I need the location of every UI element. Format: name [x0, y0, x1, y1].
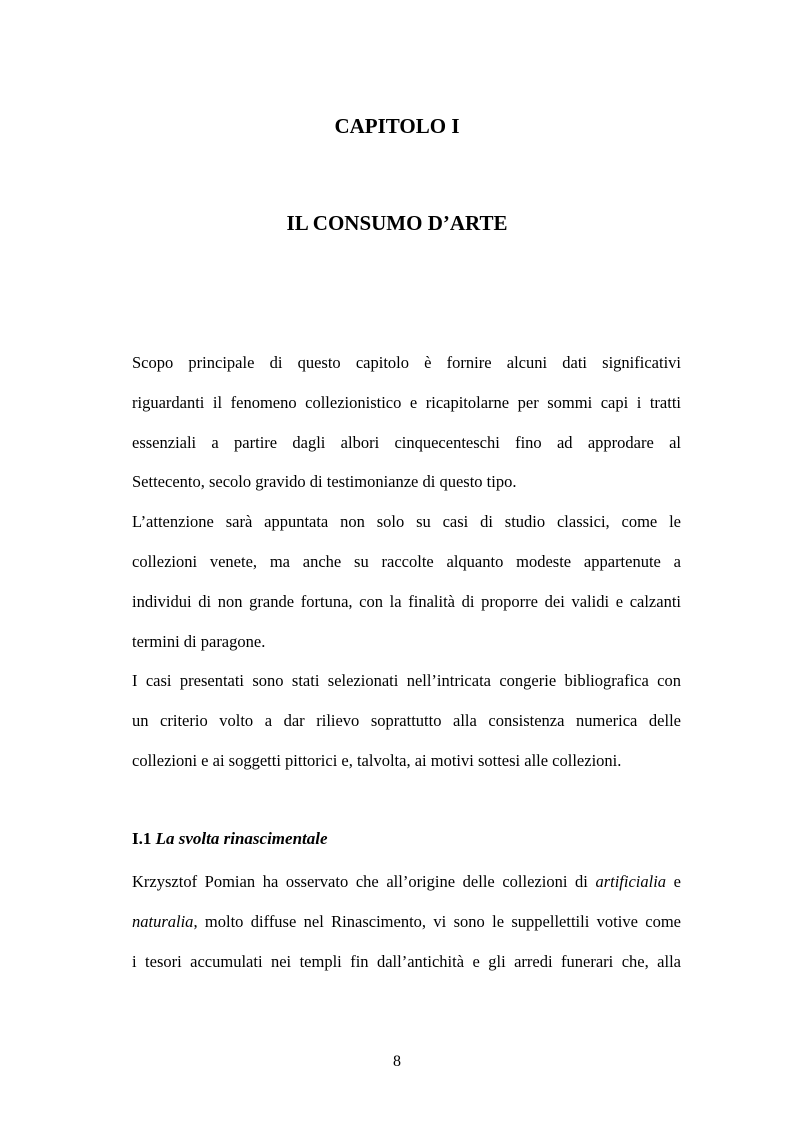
text-line: riguardanti il fenomeno collezionistico e ricapitolarne per sommi capi i tratti [132, 392, 681, 412]
italic-term: artificialia [595, 872, 667, 891]
intro-paragraphs [132, 343, 681, 781]
text-line: I casi presentati sono stati selezionati nell’intricata congerie bibliografica con [132, 671, 681, 691]
text-line: Scopo principale di questo capitolo è fornire alcuni dati significativi [132, 353, 681, 372]
text-line: essenziali a partire dagli albori cinquecenteschi fino ad approdare al [132, 432, 681, 452]
text-line: Settecento, secolo gravido di testimonianze di questo tipo. [132, 472, 517, 492]
chapter-title: IL CONSUMO D’ARTE [286, 211, 508, 235]
text-line: i tesori accumulati nei templi fin dall’antichità e gli arredi funerari che, alla [132, 952, 681, 971]
text-segment: e [666, 872, 681, 891]
section-heading [132, 825, 681, 853]
text-line [132, 902, 681, 942]
page-number: 8 [393, 1053, 401, 1070]
section-title: La svolta rinascimentale [155, 829, 328, 848]
italic-term: naturalia [132, 912, 194, 931]
section-number: I.1 [132, 829, 152, 848]
text-segment: Krzysztof Pomian ha osservato che all’origine delle collezioni di [132, 872, 596, 891]
section-paragraph [132, 862, 681, 982]
text-line: collezioni e ai soggetti pittorici e, talvolta, ai motivi sottesi alle collezioni. [132, 750, 622, 770]
text-line: collezioni venete, ma anche su raccolte alquanto modeste appartenute a [132, 551, 681, 571]
text-segment: , molto diffuse nel Rinascimento, vi sono le suppellettili votive come [193, 912, 681, 931]
text-line: L’attenzione sarà appuntata non solo su casi di studio classici, come le [132, 512, 681, 532]
chapter-label: CAPITOLO I [334, 114, 460, 138]
text-line: un criterio volto a dar rilievo soprattutto alla consistenza numerica delle [132, 711, 681, 731]
text-line: individui di non grande fortuna, con la finalità di proporre dei validi e calzanti [132, 591, 681, 611]
text-line [132, 862, 681, 902]
text-line: termini di paragone. [132, 631, 266, 651]
